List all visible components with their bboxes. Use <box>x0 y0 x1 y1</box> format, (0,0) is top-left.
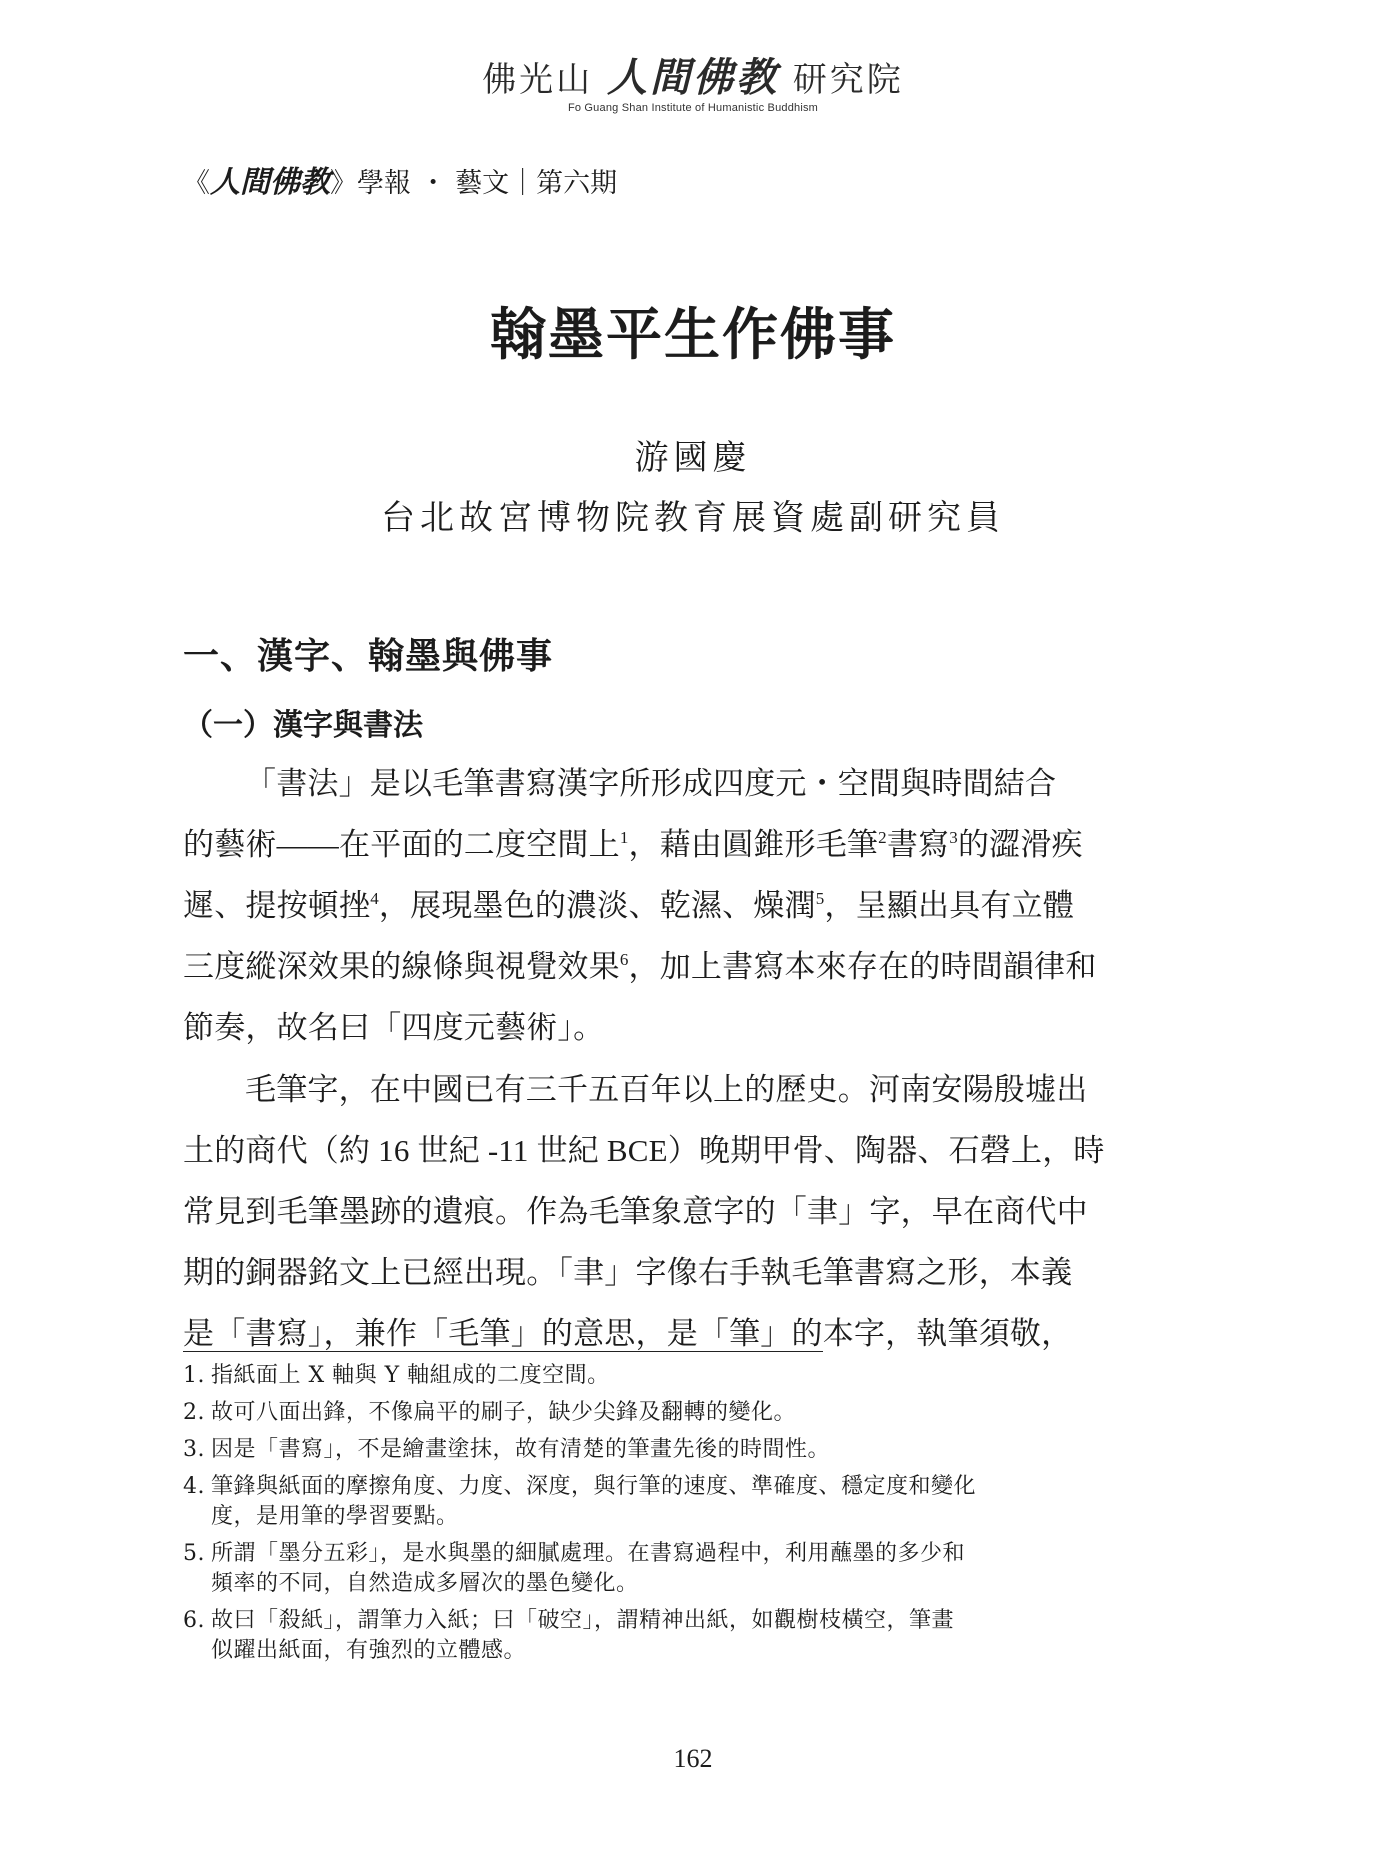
magazine-logo-text: 人間佛教 <box>210 165 330 200</box>
paragraph-2 <box>183 1059 1183 1364</box>
section-heading: 一、漢字、翰墨與佛事 <box>183 635 554 677</box>
footnote-ref[interactable]: 1 <box>619 828 629 847</box>
author-affiliation: 台北故宮博物院教育展資處副研究員 <box>381 498 1005 538</box>
paragraph-1 <box>183 753 1183 1058</box>
running-head <box>183 166 617 201</box>
footnote-ref[interactable]: 6 <box>619 950 629 969</box>
page-number: 162 <box>673 1744 713 1773</box>
footnotes <box>183 1361 1183 1673</box>
footnote-5: 5. 所謂「墨分五彩」，是水與墨的細膩處理。在書寫過程中，利用蘸墨的多少和 頻率的不同，自然造成多層次的墨色變化。 <box>183 1541 966 1596</box>
paragraph-line: 是「書寫」，兼作「毛筆」的意思，是「筆」的本字，執筆須敬， <box>183 1316 1073 1351</box>
footnote-ref[interactable]: 5 <box>815 889 825 908</box>
paragraph-line: 節奏，故名曰「四度元藝術」。 <box>183 1010 605 1045</box>
footnote-ref[interactable]: 3 <box>949 828 958 847</box>
institute-name-left: 佛光山 <box>482 60 594 100</box>
author-name: 游國慶 <box>634 438 752 478</box>
paragraph-line: 遲、提按頓挫$^4$，展現墨色的濃淡、乾濕、燥潤$^5$，呈顯出具有立體 <box>183 888 1075 923</box>
paragraph-line: 三度縱深效果的線條與視覺效果$^6$，加上書寫本來存在的時間韻律和 <box>183 949 1097 984</box>
footnote-1: 1. 指紙面上 X 軸與 Y 軸組成的二度空間。 <box>183 1363 610 1388</box>
article-title: 翰墨平生作佛事 <box>490 302 896 368</box>
running-head-rest: 》學報 ・ 藝文｜第六期 <box>330 168 618 199</box>
paragraph-line: 期的銅器銘文上已經出現。「聿」字像右手執毛筆書寫之形，本義 <box>183 1255 1073 1290</box>
footnote-ref[interactable]: 4 <box>370 889 379 908</box>
footnote-3: 3. 因是「書寫」，不是繪畫塗抹，故有清楚的筆畫先後的時間性。 <box>183 1437 831 1462</box>
paragraph-line: 「書法」是以毛筆書寫漢字所形成四度元・空間與時間結合 <box>245 766 1057 801</box>
footnote-ref[interactable]: 2 <box>878 828 887 847</box>
institute-name-right: 研究院 <box>792 60 904 100</box>
running-head-open: 《 <box>183 168 210 199</box>
institute-name <box>0 54 1386 101</box>
institute-header <box>0 54 1386 114</box>
footnote-6: 6. 故曰「殺紙」，謂筆力入紙；曰「破空」，謂精神出紙，如觀樹枝橫空，筆畫 似躍出紙面，有強烈的立體感。 <box>183 1608 955 1663</box>
footnote-2: 2. 故可八面出鋒，不像扁平的刷子，缺少尖鋒及翻轉的變化。 <box>183 1400 797 1425</box>
paragraph-line: 常見到毛筆墨跡的遺痕。作為毛筆象意字的「聿」字，早在商代中 <box>183 1194 1088 1229</box>
institute-english-name: Fo Guang Shan Institute of Humanistic Buddhism <box>567 102 819 114</box>
paragraph-line: 的藝術——在平面的二度空間上$^1$，藉由圓錐形毛筆$^2$書寫$^3$的澀滑疾 <box>183 827 1083 862</box>
institute-logo-text: 人間佛教 <box>607 54 779 101</box>
paragraph-line: 土的商代（約 16 世紀 -11 世紀 BCE）晚期甲骨、陶器、石磬上，時 <box>183 1133 1105 1168</box>
footnote-4: 4. 筆鋒與紙面的摩擦角度、力度、深度，與行筆的速度、準確度、穩定度和變化 度，是用筆的學習要點。 <box>183 1474 977 1529</box>
subsection-heading: （一）漢字與書法 <box>183 708 423 743</box>
footnote-divider <box>183 1351 823 1352</box>
paragraph-line: 毛筆字，在中國已有三千五百年以上的歷史。河南安陽殷墟出 <box>245 1072 1088 1107</box>
